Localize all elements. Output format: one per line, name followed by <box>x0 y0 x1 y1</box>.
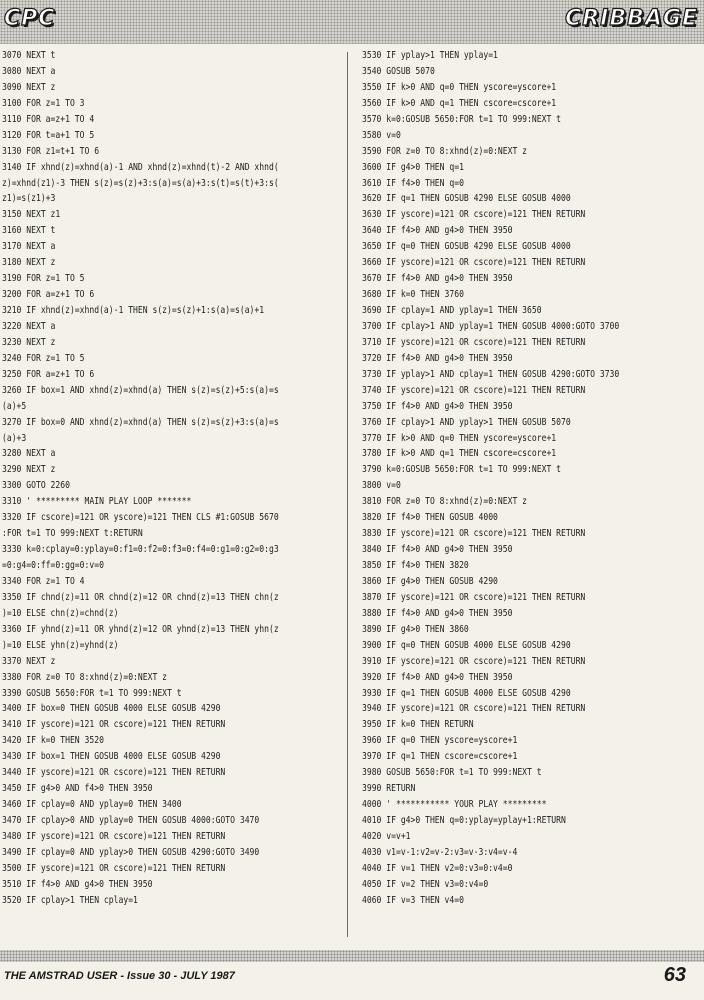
code-line: 3370 NEXT z <box>2 655 56 667</box>
code-line: 3800 v=0 <box>362 480 401 492</box>
code-line: 3240 FOR z=1 TO 5 <box>2 352 85 364</box>
page-number: 63 <box>663 964 686 986</box>
code-line: 3960 IF q=0 THEN yscore=yscore+1 <box>362 735 518 747</box>
code-line: 3070 NEXT t <box>2 50 56 61</box>
code-line: 3850 IF f4>0 THEN 3820 <box>362 560 469 571</box>
code-line: 3180 NEXT z <box>2 257 56 269</box>
code-line: 3300 GOTO 2260 <box>2 480 70 492</box>
code-line: 3090 NEXT z <box>2 81 56 93</box>
code-line: z)=xhnd(z1)-3 THEN s(z)=s(z)+3:s(a)=s(a)+3:s(t)=s(t)+3:s( <box>2 177 279 189</box>
header-right-title: CRIBBAGE <box>565 6 698 31</box>
code-line: 3660 IF yscore)=121 OR cscore)=121 THEN RETURN <box>362 257 586 269</box>
code-line: 3360 IF yhnd(z)=11 OR yhnd(z)=12 OR yhnd(z)=13 THEN yhn(z <box>2 623 279 635</box>
code-line: 3920 IF f4>0 AND g4>0 THEN 3950 <box>362 671 513 683</box>
code-line: 3450 IF g4>0 AND f4>0 THEN 3950 <box>2 783 153 795</box>
code-line: 3640 IF f4>0 AND g4>0 THEN 3950 <box>362 225 513 237</box>
code-line: 3950 IF k=0 THEN RETURN <box>362 719 474 731</box>
code-line: 3490 IF cplay=0 AND yplay>0 THEN GOSUB 4290:GOTO 3490 <box>2 846 260 858</box>
column-divider <box>347 52 348 937</box>
code-line: 3260 IF box=1 AND xhnd(z)=xhnd(a) THEN s(z)=s(z)+5:s(a)=s <box>2 384 279 396</box>
code-line: 3500 IF yscore)=121 OR cscore)=121 THEN RETURN <box>2 862 226 874</box>
code-line: 3170 NEXT a <box>2 241 56 253</box>
code-line: 3330 k=0:cplay=0:yplay=0:f1=0:f2=0:f3=0:f4=0:g1=0:g2=0:g3 <box>2 544 279 556</box>
code-line: 3340 FOR z=1 TO 4 <box>2 575 85 587</box>
code-line: 3270 IF box=0 AND xhnd(z)=xhnd(a) THEN s(z)=s(z)+3:s(a)=s <box>2 416 279 428</box>
code-line: 3550 IF k>0 AND q=0 THEN yscore=yscore+1 <box>362 81 557 93</box>
code-line: 3670 IF f4>0 AND g4>0 THEN 3950 <box>362 273 513 285</box>
code-line: 3630 IF yscore)=121 OR cscore)=121 THEN RETURN <box>362 209 586 221</box>
code-line: 3970 IF q=1 THEN cscore=cscore+1 <box>362 751 518 763</box>
code-line: 3780 IF k>0 AND q=1 THEN cscore=cscore+1 <box>362 448 557 460</box>
code-line: 3540 GOSUB 5070 <box>362 65 435 77</box>
code-line: 3720 IF f4>0 AND g4>0 THEN 3950 <box>362 352 513 364</box>
code-line: 3790 k=0:GOSUB 5650:FOR t=1 TO 999:NEXT t <box>362 464 562 476</box>
code-line: 3200 FOR a=z+1 TO 6 <box>2 289 95 301</box>
code-line: 3810 FOR z=0 TO 8:xhnd(z)=0:NEXT z <box>362 496 528 508</box>
code-line: 3910 IF yscore)=121 OR cscore)=121 THEN RETURN <box>362 655 586 667</box>
code-line: 3880 IF f4>0 AND g4>0 THEN 3950 <box>362 607 513 619</box>
code-line: :FOR t=1 TO 999:NEXT t:RETURN <box>2 528 143 540</box>
code-line: 3870 IF yscore)=121 OR cscore)=121 THEN RETURN <box>362 591 586 603</box>
code-line: 4050 IF v=2 THEN v3=0:v4=0 <box>362 878 489 890</box>
listing-left-column <box>2 48 342 940</box>
code-line: 3290 NEXT z <box>2 464 56 476</box>
code-line: 3480 IF yscore)=121 OR cscore)=121 THEN RETURN <box>2 830 226 842</box>
code-line: )=10 ELSE yhn(z)=yhnd(z) <box>2 639 119 651</box>
code-line: 3690 IF cplay=1 AND yplay=1 THEN 3650 <box>362 305 542 316</box>
code-line: 3930 IF q=1 THEN GOSUB 4000 ELSE GOSUB 4290 <box>362 687 571 699</box>
code-line: 3100 FOR z=1 TO 3 <box>2 97 85 109</box>
code-line: 3900 IF q=0 THEN GOSUB 4000 ELSE GOSUB 4290 <box>362 639 571 651</box>
code-line: 3440 IF yscore)=121 OR cscore)=121 THEN RETURN <box>2 767 226 779</box>
code-line: 3650 IF q=0 THEN GOSUB 4290 ELSE GOSUB 4000 <box>362 241 571 253</box>
code-line: 3680 IF k=0 THEN 3760 <box>362 289 464 301</box>
code-line: (a)+3 <box>2 432 27 444</box>
code-line: 4020 v=v+1 <box>362 830 411 842</box>
code-line: 3130 FOR z1=t+1 TO 6 <box>2 145 100 157</box>
code-line: 3420 IF k=0 THEN 3520 <box>2 735 104 747</box>
code-line: 3140 IF xhnd(z)=xhnd(a)-1 AND xhnd(z)=xhnd(t)-2 AND xhnd( <box>2 161 279 173</box>
code-line: 3890 IF g4>0 THEN 3860 <box>362 623 469 635</box>
code-line: 3520 IF cplay>1 THEN cplay=1 <box>2 894 138 906</box>
code-line: 3740 IF yscore)=121 OR cscore)=121 THEN RETURN <box>362 384 586 396</box>
code-line: 3110 FOR a=z+1 TO 4 <box>2 113 95 125</box>
code-line: 3770 IF k>0 AND q=0 THEN yscore=yscore+1 <box>362 432 557 444</box>
code-line: 3820 IF f4>0 THEN GOSUB 4000 <box>362 512 498 524</box>
code-line: 3860 IF g4>0 THEN GOSUB 4290 <box>362 575 498 587</box>
code-line: 3760 IF cplay>1 AND yplay>1 THEN GOSUB 5070 <box>362 416 571 428</box>
header-left-title: CPC <box>4 6 56 31</box>
code-line: z1)=s(z1)+3 <box>2 193 56 205</box>
code-line: 3570 k=0:GOSUB 5650:FOR t=1 TO 999:NEXT t <box>362 113 562 125</box>
code-line: 3150 NEXT z1 <box>2 209 61 221</box>
code-line: 3700 IF cplay>1 AND yplay=1 THEN GOSUB 4000:GOTO 3700 <box>362 320 620 332</box>
code-line: 3280 NEXT a <box>2 448 56 460</box>
code-line: 3460 IF cplay=0 AND yplay=0 THEN 3400 <box>2 799 182 811</box>
code-line: 3980 GOSUB 5650:FOR t=1 TO 999:NEXT t <box>362 767 542 779</box>
code-line: 3710 IF yscore)=121 OR cscore)=121 THEN RETURN <box>362 336 586 348</box>
code-line: 3320 IF cscore)=121 OR yscore)=121 THEN CLS #1:GOSUB 5670 <box>2 512 279 524</box>
code-line: 3470 IF cplay>0 AND yplay=0 THEN GOSUB 4000:GOTO 3470 <box>2 815 260 826</box>
code-line: 4000 ' *********** YOUR PLAY ********* <box>362 799 547 811</box>
code-line: 3430 IF box=1 THEN GOSUB 4000 ELSE GOSUB 4290 <box>2 751 221 763</box>
footer-band <box>0 950 704 962</box>
code-line: 3600 IF g4>0 THEN q=1 <box>362 161 464 173</box>
code-line: 3750 IF f4>0 AND g4>0 THEN 3950 <box>362 400 513 412</box>
code-line: 3210 IF xhnd(z)=xhnd(a)-1 THEN s(z)=s(z)+1:s(a)=s(a)+1 <box>2 305 265 316</box>
code-line: 3080 NEXT a <box>2 65 56 77</box>
code-line: 3220 NEXT a <box>2 320 56 332</box>
code-line: 3410 IF yscore)=121 OR cscore)=121 THEN RETURN <box>2 719 226 731</box>
code-line: 3120 FOR t=a+1 TO 5 <box>2 129 95 141</box>
code-line: 3190 FOR z=1 TO 5 <box>2 273 85 285</box>
code-line: 4010 IF g4>0 THEN q=0:yplay=yplay+1:RETURN <box>362 815 566 826</box>
code-line: )=10 ELSE chn(z)=chnd(z) <box>2 607 119 619</box>
code-line: 3380 FOR z=0 TO 8:xhnd(z)=0:NEXT z <box>2 671 168 683</box>
code-line: 3230 NEXT z <box>2 336 56 348</box>
code-line: 3830 IF yscore)=121 OR cscore)=121 THEN RETURN <box>362 528 586 540</box>
code-line: 4040 IF v=1 THEN v2=0:v3=0:v4=0 <box>362 862 513 874</box>
code-line: 3160 NEXT t <box>2 225 56 237</box>
code-line: 3580 v=0 <box>362 129 401 141</box>
code-line: 3310 ' ********* MAIN PLAY LOOP ******* <box>2 496 192 508</box>
code-line: 3530 IF yplay>1 THEN yplay=1 <box>362 50 498 61</box>
code-line: 4060 IF v=3 THEN v4=0 <box>362 894 464 906</box>
code-line: 3250 FOR a=z+1 TO 6 <box>2 368 95 380</box>
code-line: (a)+5 <box>2 400 27 412</box>
code-line: 3510 IF f4>0 AND g4>0 THEN 3950 <box>2 878 153 890</box>
code-line: 3840 IF f4>0 AND g4>0 THEN 3950 <box>362 544 513 556</box>
code-line: 3940 IF yscore)=121 OR cscore)=121 THEN RETURN <box>362 703 586 715</box>
code-line: 3390 GOSUB 5650:FOR t=1 TO 999:NEXT t <box>2 687 182 699</box>
code-line: 4030 v1=v-1:v2=v-2:v3=v-3:v4=v-4 <box>362 846 518 858</box>
code-line: =0:g4=0:ff=0:gg=0:v=0 <box>2 560 104 571</box>
code-line: 3990 RETURN <box>362 783 416 795</box>
code-line: 3560 IF k>0 AND q=1 THEN cscore=cscore+1 <box>362 97 557 109</box>
footer-issue-text: THE AMSTRAD USER - Issue 30 - JULY 1987 <box>4 970 235 982</box>
code-line: 3400 IF box=0 THEN GOSUB 4000 ELSE GOSUB 4290 <box>2 703 221 715</box>
code-line: 3590 FOR z=0 TO 8:xhnd(z)=0:NEXT z <box>362 145 528 157</box>
listing-right-column <box>362 48 702 940</box>
code-line: 3610 IF f4>0 THEN q=0 <box>362 177 464 189</box>
code-line: 3350 IF chnd(z)=11 OR chnd(z)=12 OR chnd(z)=13 THEN chn(z <box>2 591 279 603</box>
code-line: 3730 IF yplay>1 AND cplay=1 THEN GOSUB 4290:GOTO 3730 <box>362 368 620 380</box>
code-line: 3620 IF q=1 THEN GOSUB 4290 ELSE GOSUB 4000 <box>362 193 571 205</box>
